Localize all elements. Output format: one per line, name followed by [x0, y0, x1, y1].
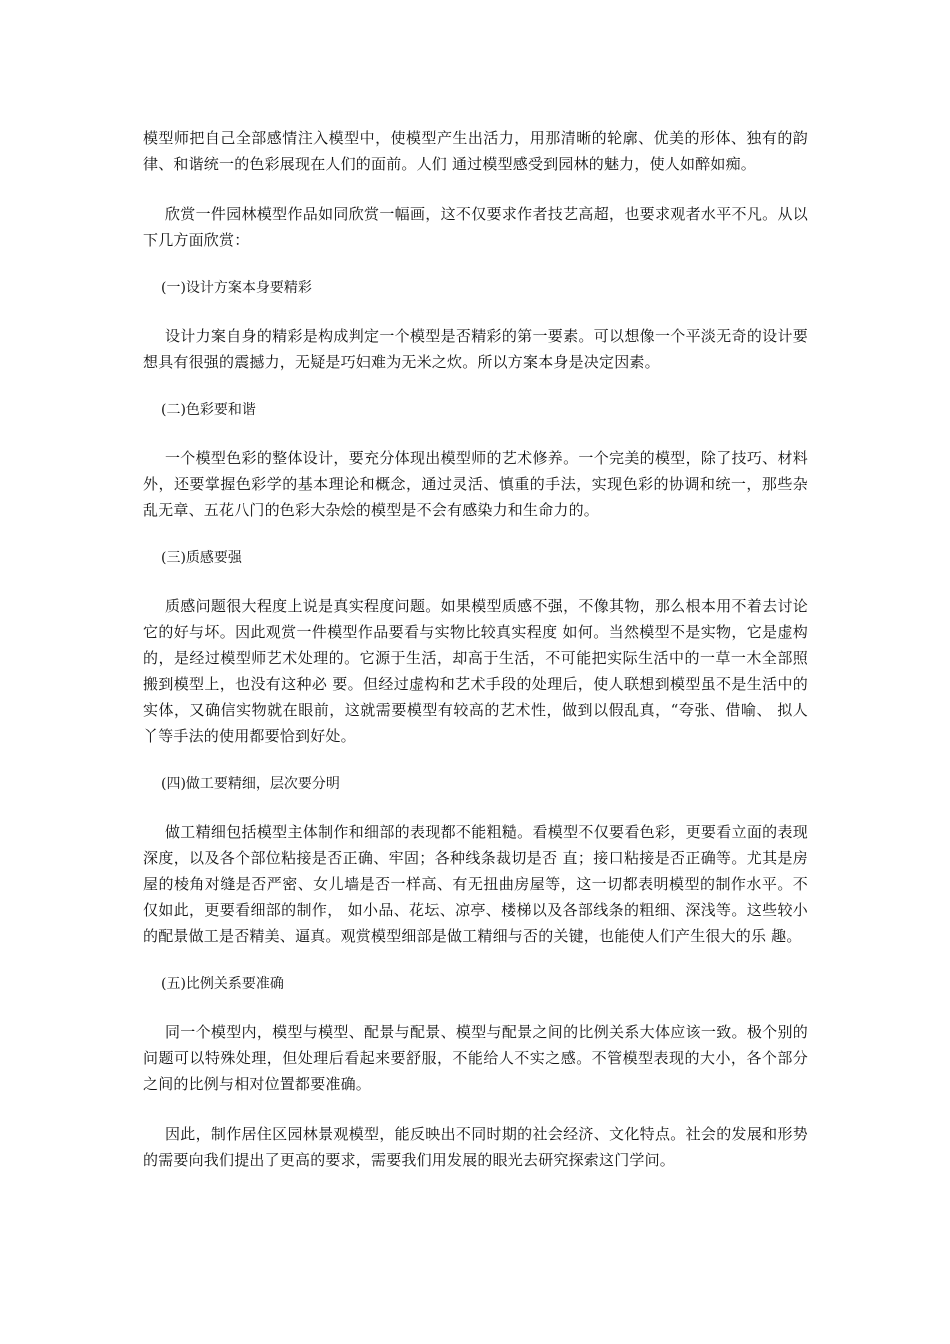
paragraph-conclusion: 因此，制作居住区园林景观模型，能反映出不同时期的社会经济、文化特点。社会的发展和形势的需要向我们提出了更高的要求，需要我们用发展的眼光去研究探索这门学问。 [143, 1125, 808, 1169]
paragraph-color-harmony: 一个模型色彩的整体设计，要充分体现出模型师的艺术修养。一个完美的模型，除了技巧、材料外，还要掌握色彩学的基本理论和概念，通过灵活、慎重的手法，实现色彩的协调和统一，那些杂乱无章、五花八门的色彩大杂烩的模型是不会有感染力和生命力的。 [143, 449, 808, 519]
paragraph-appreciation: 欣赏一件园林模型作品如同欣赏一幅画，这不仅要求作者技艺高超，也要求观者水平不凡。从以下几方面欣赏： [143, 205, 808, 249]
heading-color-harmony: (二)色彩要和谐 [161, 402, 256, 418]
document-body [143, 125, 808, 1173]
paragraph-texture: 质感问题很大程度上说是真实程度问题。如果模型质感不强，不像其物，那么根本用不着去讨论它的好与坏。因此观赏一件模型作品要看与实物比较真实程度 如何。当然模型不是实物，它是虚构的，是经过模型师艺术处理的。它源于生活，却高于生活，不可能把实际生活中的一草一木全部照搬到模型上，也没有这种必 要。但经过虚构和艺术手段的处理后，使人联想到模型虽不是生活中的实体，又确信实物就在眼前，这就需要模型有较高的艺术性，做到以假乱真，“夸张、借喻、 拟人丫等手法的使用都要恰到好处。 [143, 597, 808, 745]
heading-proportion: (五)比例关系要准确 [161, 976, 284, 992]
heading-workmanship: (四)做工要精细，层次要分明 [161, 776, 340, 792]
paragraph-design-scheme: 设计力案自身的精彩是构成判定一个模型是否精彩的第一要素。可以想像一个平淡无奇的设计要想具有很强的震撼力，无疑是巧妇难为无米之炊。所以方案本身是决定因素。 [143, 327, 808, 371]
paragraph-intro: 模型师把自己全部感情注入模型中，使模型产生出活力，用那清晰的轮廓、优美的形体、独有的韵律、和谐统一的色彩展现在人们的面前。人们 通过模型感受到园林的魅力，使人如醉如痴。 [143, 129, 808, 173]
heading-texture: (三)质感要强 [161, 550, 242, 566]
paragraph-workmanship: 做工精细包括模型主体制作和细部的表现都不能粗糙。看模型不仅要看色彩，更要看立面的表现深度，以及各个部位粘接是否正确、牢固；各种线条裁切是否 直；接口粘接是否正确等。尤其是房屋的棱角对缝是否严密、女儿墙是否一样高、有无扭曲房屋等，这一切都表明模型的制作水平。不仅如此，更要看细部的制作， 如小品、花坛、凉亭、楼梯以及各部线条的粗细、深浅等。这些较小的配景做工是否精美、逼真。观赏模型细部是做工精细与否的关键，也能使人们产生很大的乐 趣。 [143, 823, 808, 945]
paragraph-proportion: 同一个模型内，模型与模型、配景与配景、模型与配景之间的比例关系大体应该一致。极个别的问题可以特殊处理，但处理后看起来要舒服，不能给人不实之感。不管模型表现的大小，各个部分之间的比例与相对位置都要准确。 [143, 1023, 808, 1093]
heading-design-scheme: (一)设计方案本身要精彩 [161, 280, 312, 296]
